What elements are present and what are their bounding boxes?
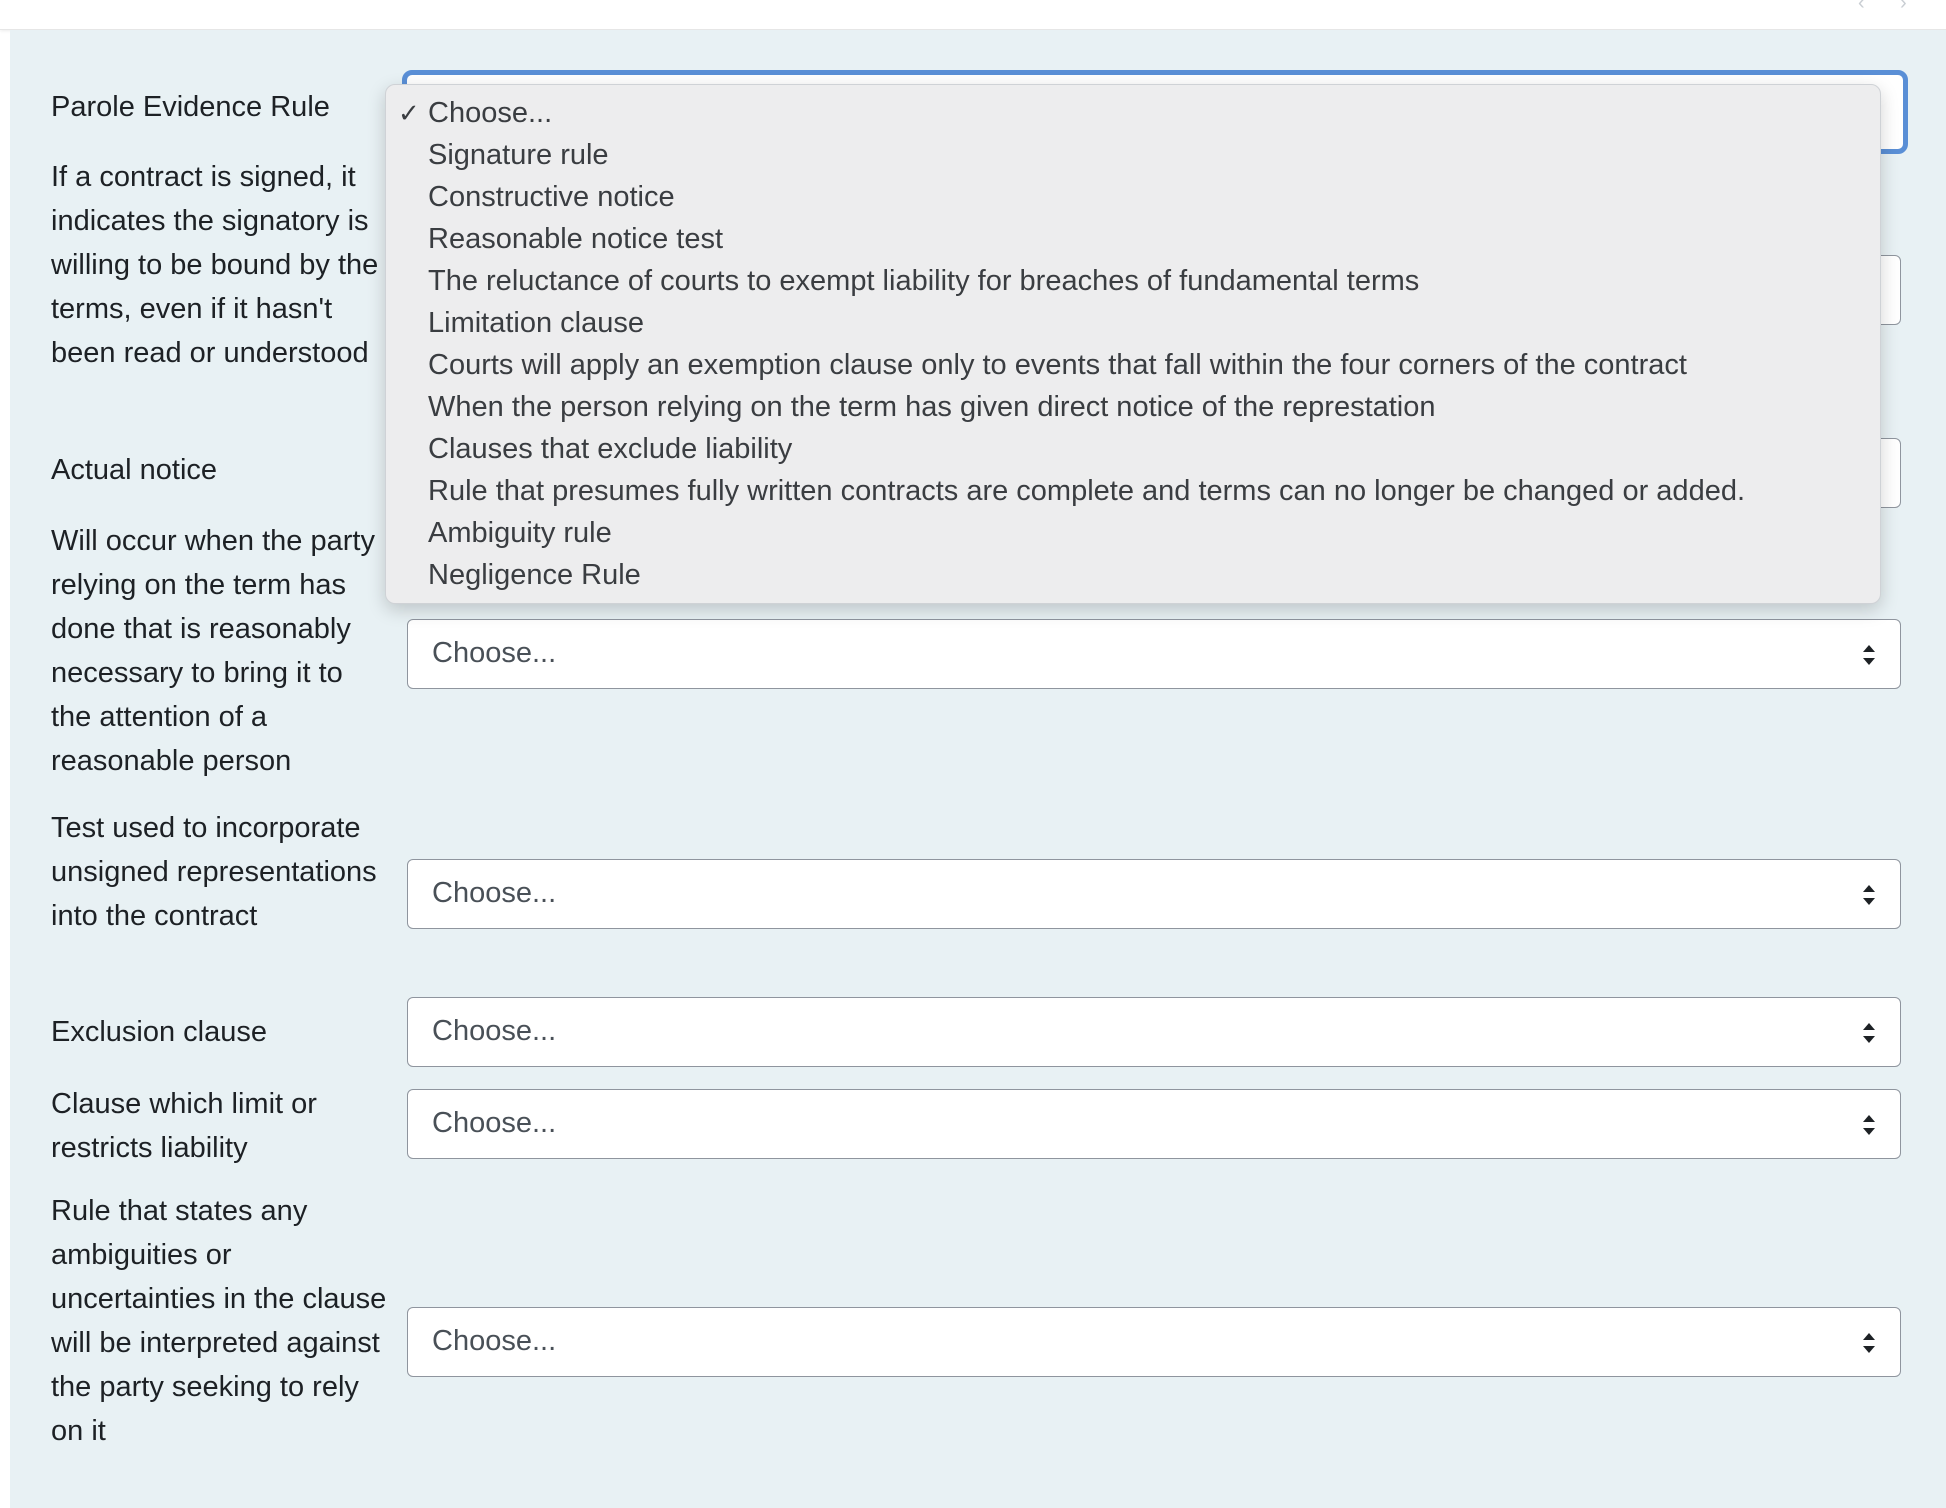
dropdown-option[interactable]: Reasonable notice test	[428, 223, 724, 255]
dropdown-option[interactable]: Constructive notice	[428, 181, 675, 213]
checkmark-icon: ✓	[398, 98, 420, 128]
select-value: Choose...	[432, 1015, 557, 1047]
question-label-reasonable: Will occur when the party relying on the term has done that is reasonably necessary to bring it to the attention of a reasonable person	[51, 525, 375, 777]
dropdown-option[interactable]: When the person relying on the term has given direct notice of the represtation	[428, 391, 1436, 423]
answer-select-limitation[interactable]	[407, 1089, 1901, 1159]
question-label-ambiguity: Rule that states any ambiguities or uncertainties in the clause will be interpreted against the party seeking to rely on it	[51, 1195, 387, 1447]
chevron-right-icon[interactable]: ›	[1900, 0, 1907, 14]
chevron-left-icon[interactable]: ‹	[1858, 0, 1865, 14]
updown-caret-icon	[1862, 1112, 1876, 1138]
updown-caret-icon	[1862, 882, 1876, 908]
dropdown-option[interactable]: Ambiguity rule	[428, 517, 612, 549]
dropdown-option[interactable]: Rule that presumes fully written contracts are complete and terms can no longer be changed or added.	[428, 475, 1746, 507]
updown-caret-icon	[1862, 642, 1876, 668]
question-label-unsigned: Test used to incorporate unsigned representations into the contract	[51, 812, 377, 932]
dropdown-option[interactable]: The reluctance of courts to exempt liability for breaches of fundamental terms	[428, 265, 1420, 297]
answer-select-ambiguity[interactable]	[407, 1307, 1901, 1377]
select-value: Choose...	[432, 877, 557, 909]
answer-select-exclusion[interactable]	[407, 997, 1901, 1067]
question-label-limitation: Clause which limit or restricts liability	[51, 1088, 317, 1164]
updown-caret-icon	[1862, 1330, 1876, 1356]
top-bar	[0, 0, 1946, 30]
dropdown-option[interactable]: Choose...	[428, 97, 553, 129]
dropdown-option[interactable]: Clauses that exclude liability	[428, 433, 793, 465]
select-value: Choose...	[432, 637, 557, 669]
dropdown-option[interactable]: Limitation clause	[428, 307, 644, 339]
dropdown-option[interactable]: Signature rule	[428, 139, 609, 171]
updown-caret-icon	[1862, 1020, 1876, 1046]
dropdown-menu	[385, 84, 1881, 604]
answer-select-unsigned[interactable]	[407, 859, 1901, 929]
dropdown-option[interactable]: Courts will apply an exemption clause only to events that fall within the four corners of the contract	[428, 349, 1687, 381]
question-label-signature: If a contract is signed, it indicates the signatory is willing to be bound by the terms, even if it hasn't been read or understood	[51, 161, 379, 369]
dropdown-option[interactable]: Negligence Rule	[428, 559, 641, 591]
select-value: Choose...	[432, 1325, 557, 1357]
question-label-exclusion: Exclusion clause	[51, 1016, 267, 1048]
answer-select-reasonable[interactable]	[407, 619, 1901, 689]
question-label-parole: Parole Evidence Rule	[51, 91, 330, 123]
select-value: Choose...	[432, 1107, 557, 1139]
question-label-actual-notice: Actual notice	[51, 454, 218, 486]
